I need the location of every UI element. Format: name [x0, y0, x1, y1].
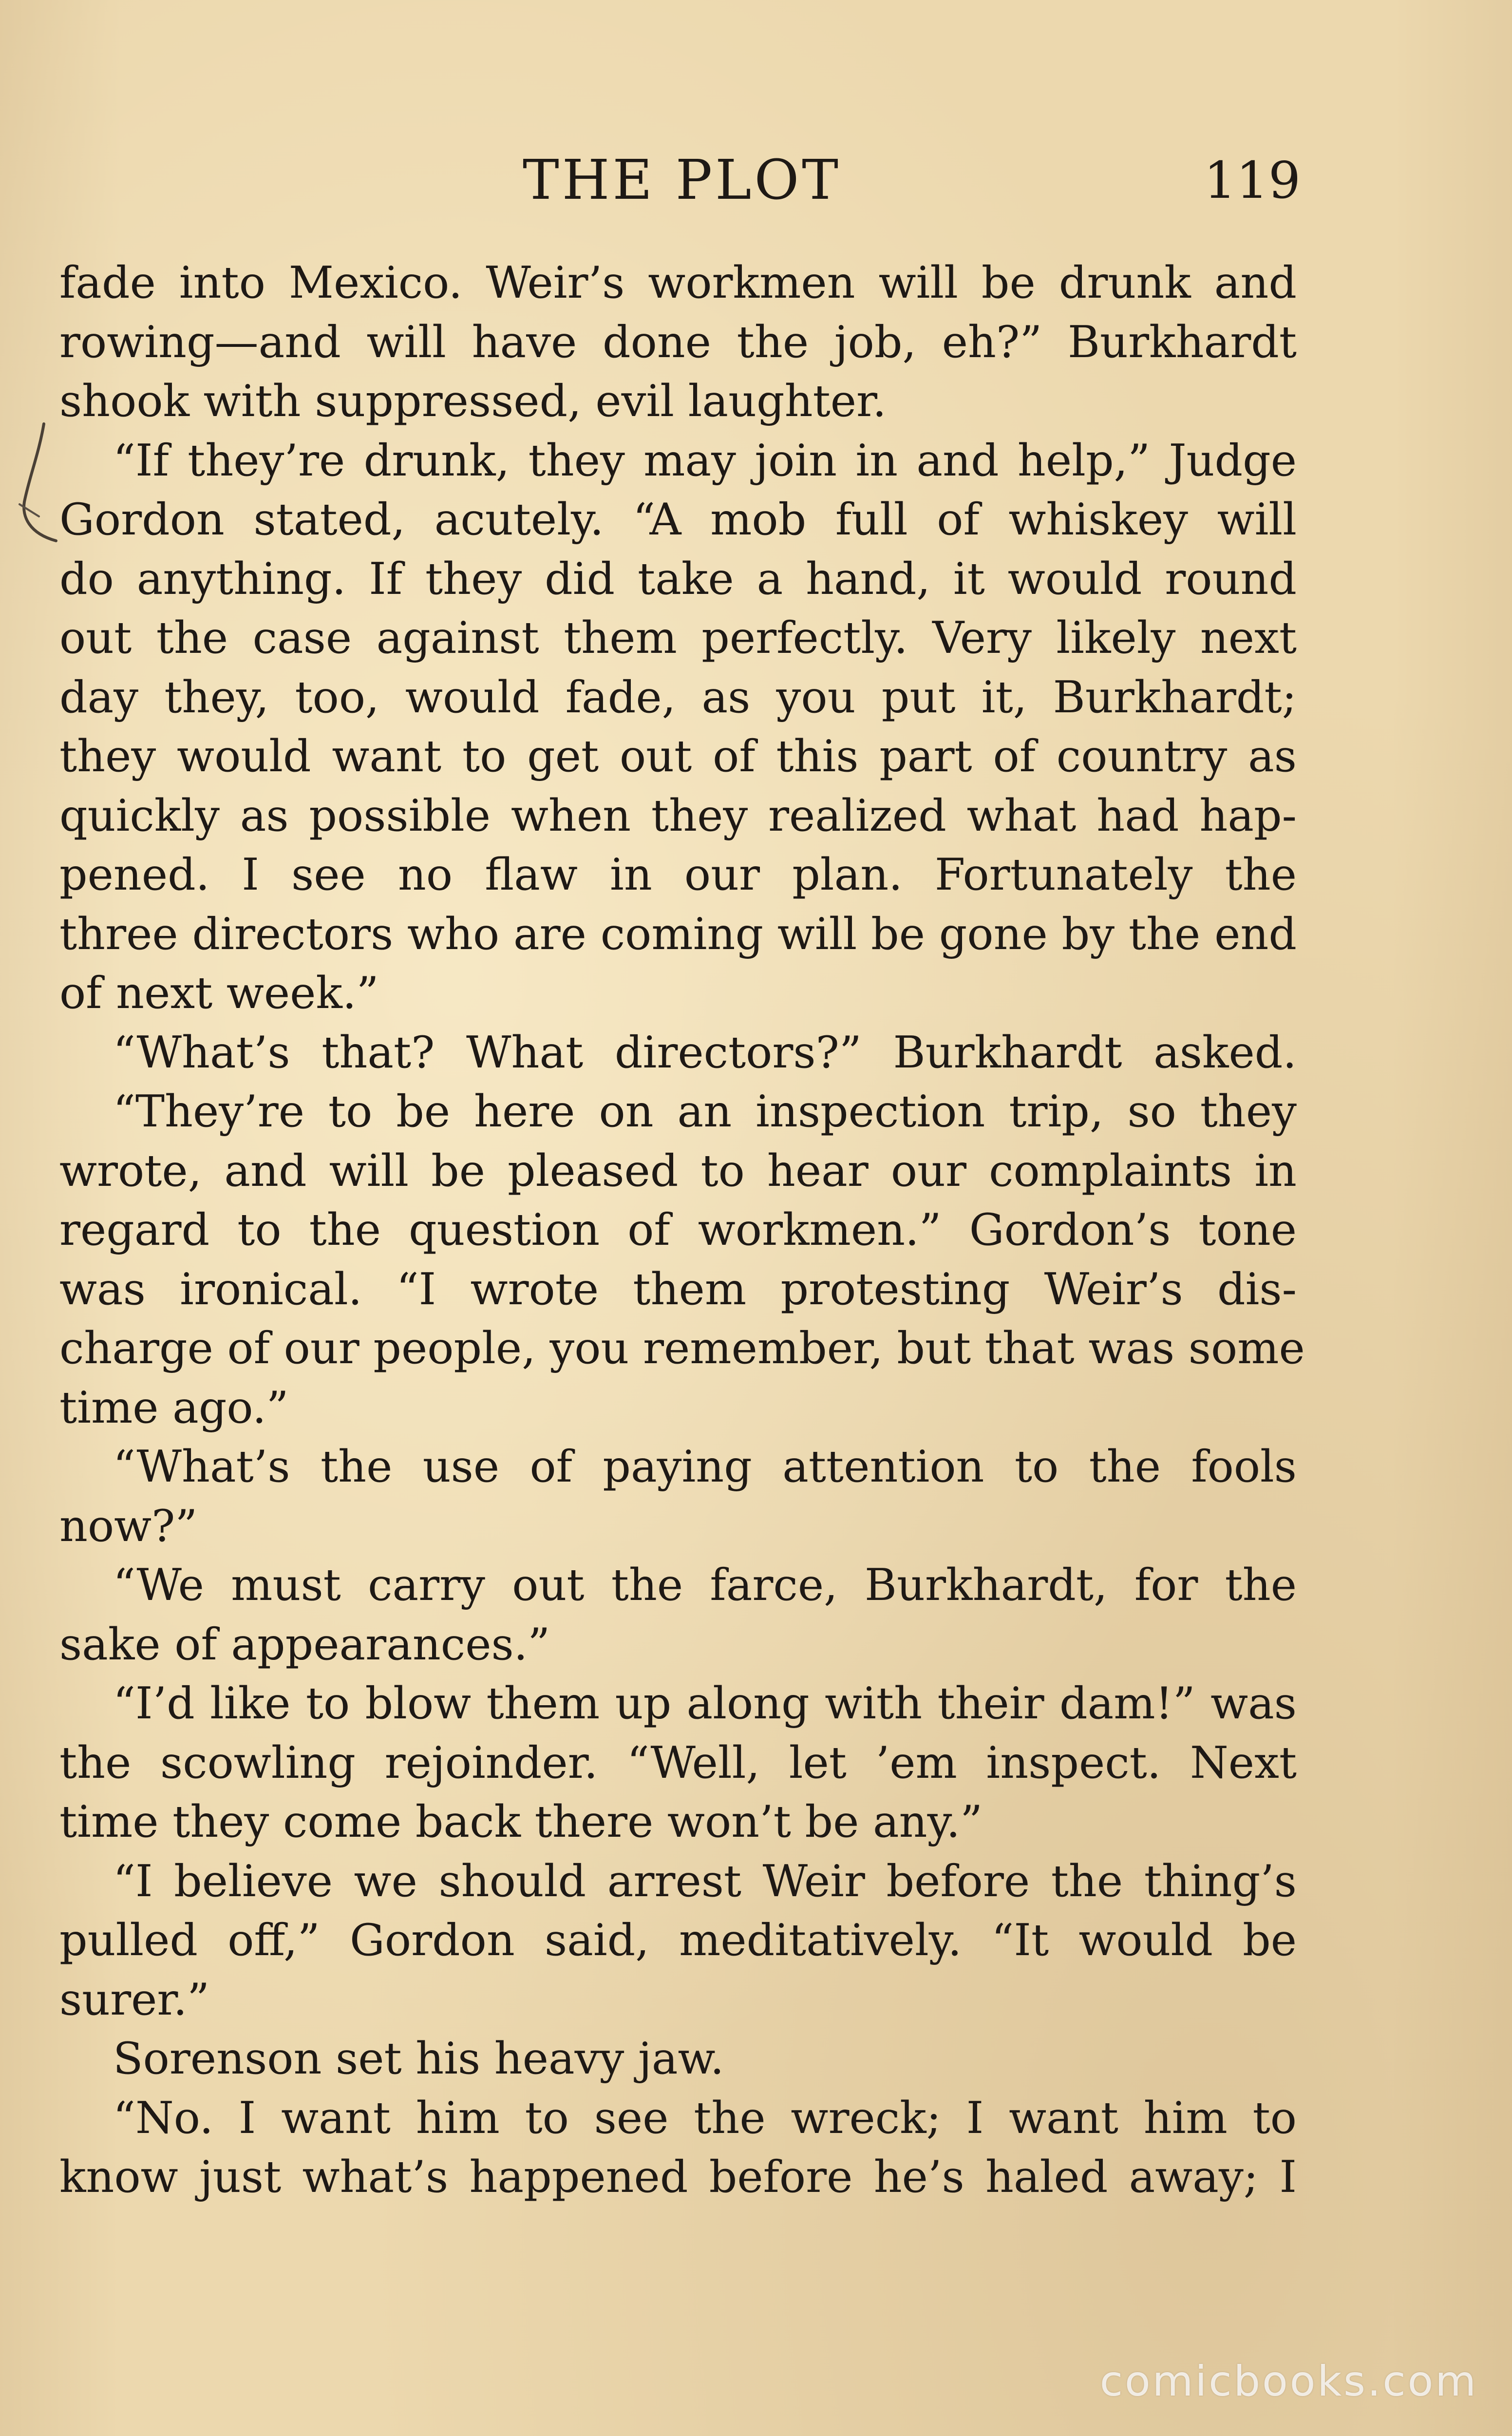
- text-line: shook with suppressed, evil laughter.: [59, 376, 887, 427]
- text-line: wrote, and will be pleased to hear our complaints in: [59, 1145, 1297, 1197]
- text-line: “No. I want him to see the wreck; I want him to: [113, 2092, 1297, 2144]
- text-line: sake of appearances.”: [59, 1618, 550, 1670]
- pencil-margin-mark: [10, 419, 63, 546]
- text-line: “What’s that? What directors?” Burkhardt asked.: [113, 1027, 1297, 1078]
- text-line: the scowling rejoinder. “Well, let ’em inspect. Next: [59, 1737, 1297, 1789]
- text-line: they would want to get out of this part of country as: [59, 731, 1297, 782]
- text-line: Gordon stated, acutely. “A mob full of whiskey will: [59, 494, 1297, 545]
- text-line: three directors who are coming will be gone by the end: [59, 908, 1297, 960]
- running-title: THE PLOT: [523, 149, 841, 212]
- text-line: of next week.”: [59, 968, 379, 1019]
- text-line: day they, too, would fade, as you put it, Burkhardt;: [59, 671, 1297, 723]
- text-line: rowing—and will have done the job, eh?” Burkhardt: [59, 316, 1297, 368]
- text-line: surer.”: [59, 1974, 210, 2025]
- text-line: fade into Mexico. Weir’s workmen will be drunk and: [59, 257, 1297, 308]
- page-number: 119: [1204, 151, 1301, 210]
- text-line: “We must carry out the farce, Burkhardt, for the: [113, 1560, 1297, 1611]
- text-line: time ago.”: [59, 1382, 289, 1433]
- text-line: do anything. If they did take a hand, it would round: [59, 553, 1297, 605]
- text-line: pulled off,” Gordon said, meditatively. “It would be: [59, 1915, 1297, 1966]
- running-head: [63, 146, 1301, 214]
- text-line: “If they’re drunk, they may join in and help,” Judge: [113, 435, 1297, 486]
- text-line: out the case against them perfectly. Very likely next: [59, 612, 1297, 664]
- text-line: now?”: [59, 1500, 198, 1552]
- body-text: [59, 253, 1305, 2207]
- text-line: “I believe we should arrest Weir before the thing’s: [113, 1855, 1297, 1907]
- text-line: “What’s the use of paying attention to the fools: [113, 1441, 1297, 1492]
- text-line: “I’d like to blow them up along with their dam!” was: [113, 1678, 1297, 1729]
- text-line: pened. I see no flaw in our plan. Fortunately the: [59, 849, 1297, 900]
- text-line: know just what’s happened before he’s haled away; I: [59, 2151, 1297, 2203]
- text-line: time they come back there won’t be any.”: [59, 1796, 983, 1847]
- text-line: was ironical. “I wrote them protesting Weir’s dis-: [59, 1263, 1297, 1315]
- watermark: comicbooks.com: [1099, 2357, 1478, 2406]
- text-line: charge of our people, you remember, but that was some: [59, 1323, 1305, 1374]
- text-line: “They’re to be here on an inspection trip, so they: [113, 1086, 1297, 1137]
- text-line: regard to the question of workmen.” Gordon’s tone: [59, 1204, 1297, 1256]
- text-line: Sorenson set his heavy jaw.: [113, 2033, 724, 2084]
- text-line: quickly as possible when they realized what had hap-: [59, 790, 1297, 841]
